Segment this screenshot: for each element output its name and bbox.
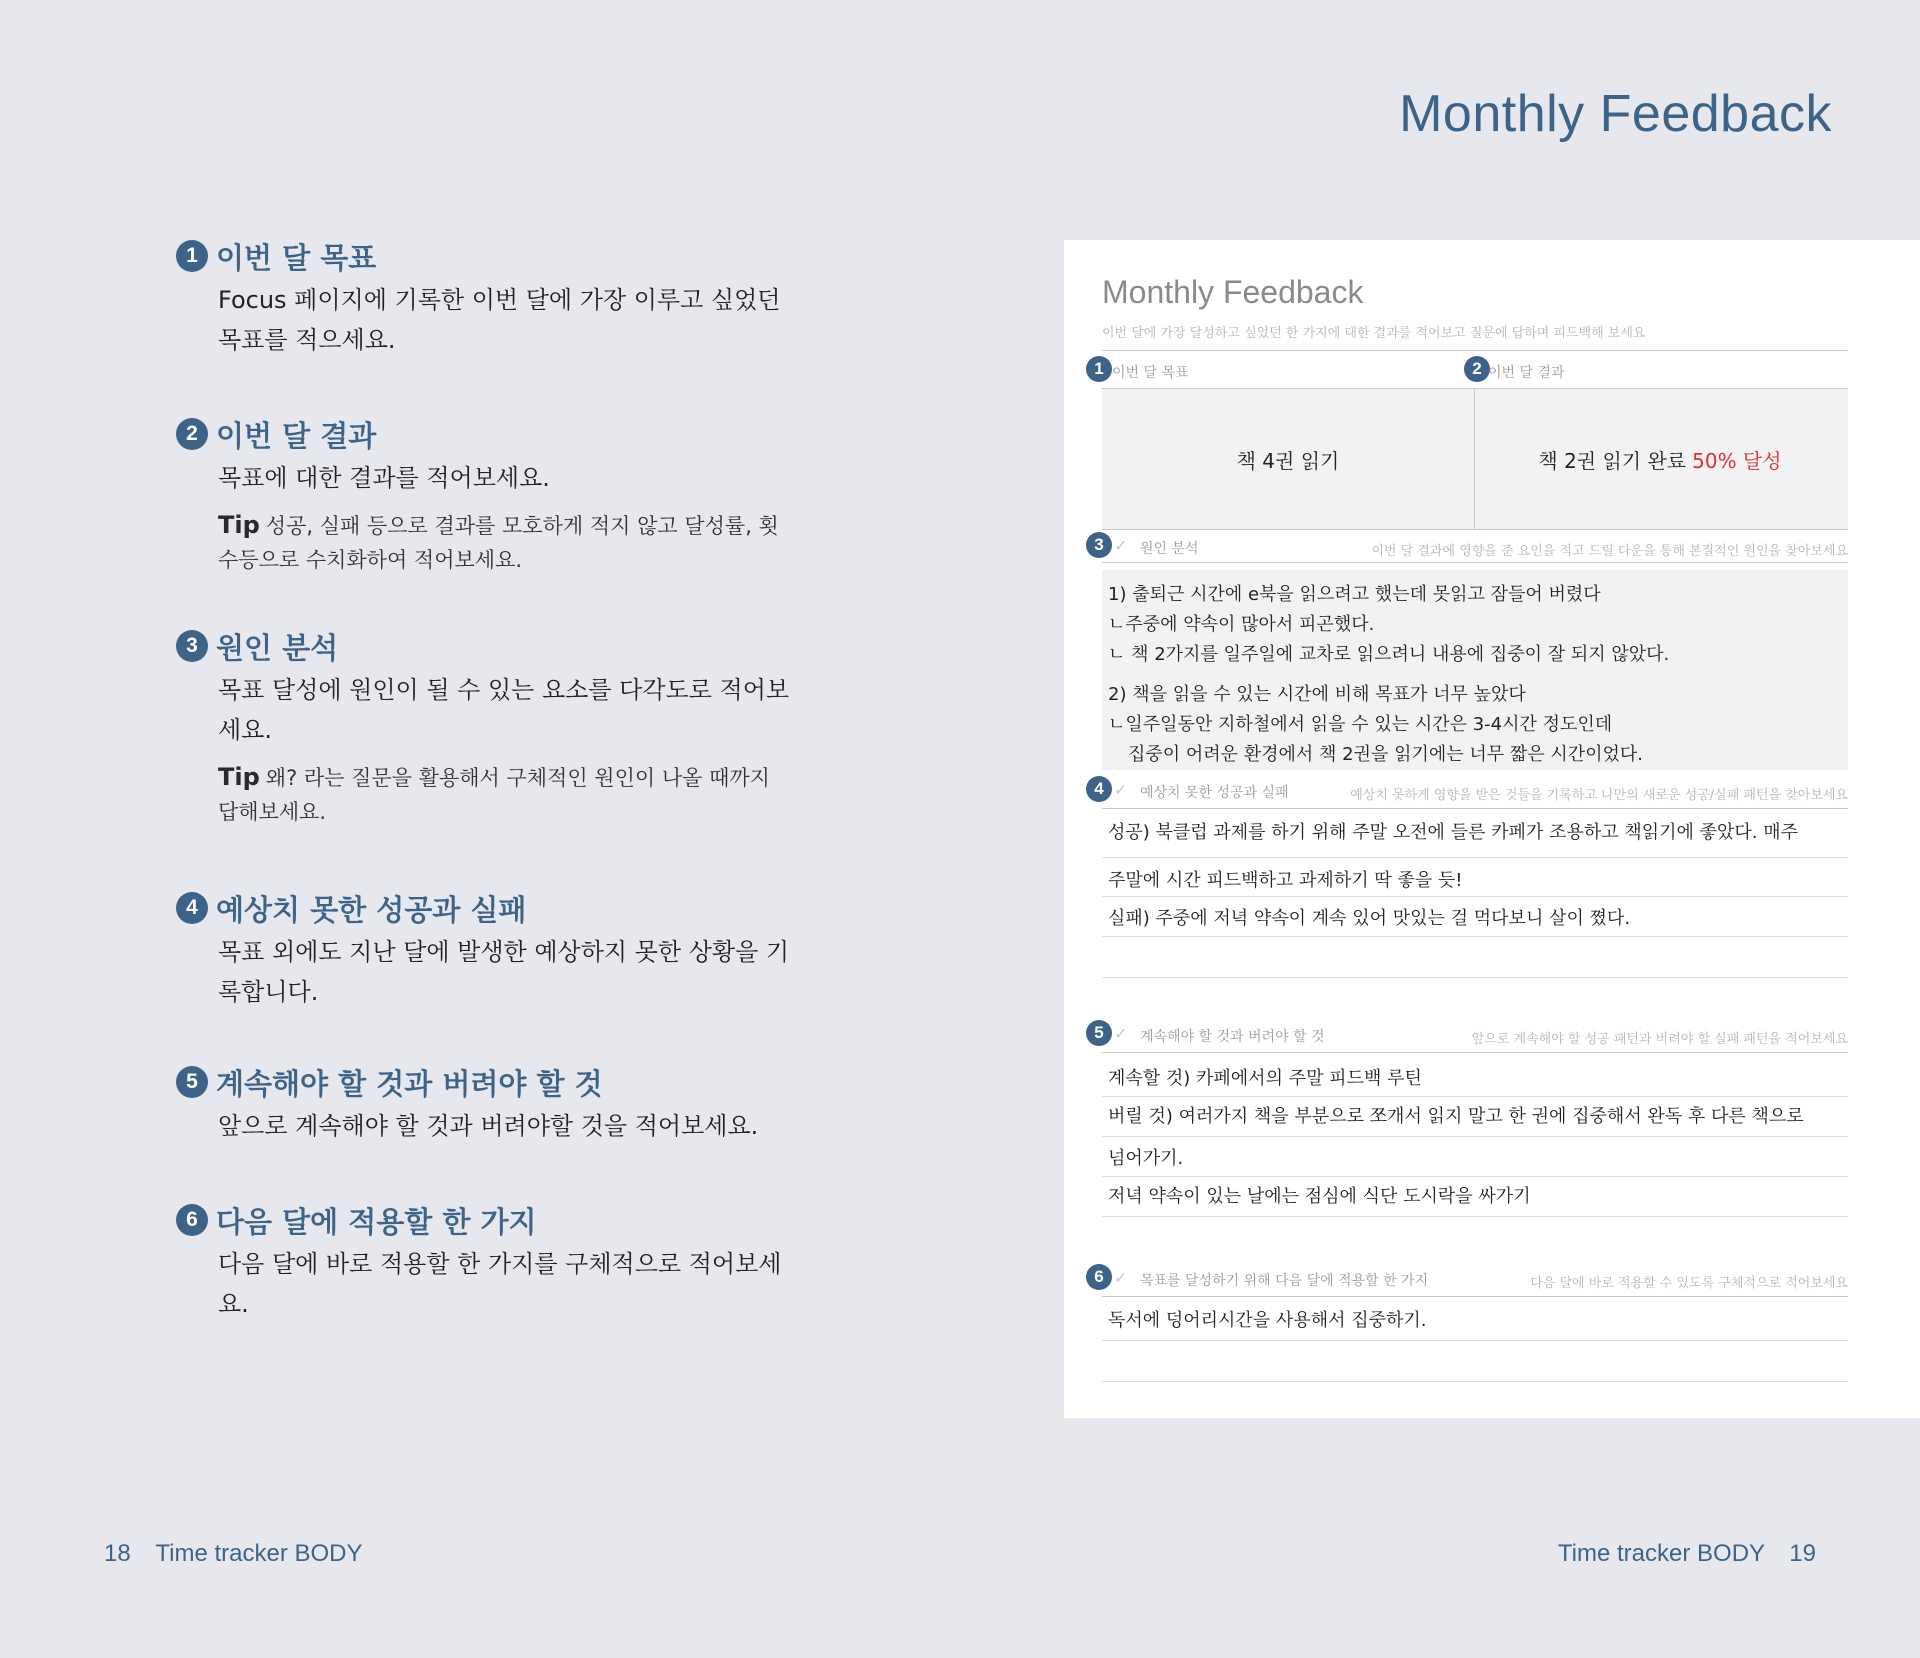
section-number: 6 bbox=[1086, 1264, 1112, 1290]
reason-line: ㄴ일주일동안 지하철에서 읽을 수 있는 시간은 3-4시간 정도인데 bbox=[1108, 714, 1613, 735]
page-number: 18 bbox=[104, 1540, 131, 1567]
guide-tip bbox=[218, 508, 796, 577]
guide-tip bbox=[218, 760, 796, 829]
next-hint: 다음 달에 바로 적용할 수 있도록 구체적으로 적어보세요 bbox=[1530, 1276, 1848, 1291]
section-number: 3 bbox=[1086, 532, 1112, 558]
tip-label: Tip bbox=[218, 511, 260, 539]
keep-line: 저녁 약속이 있는 날에는 점심에 식단 도시락을 싸가기 bbox=[1108, 1186, 1531, 1207]
guide-title: 이번 달 결과 bbox=[216, 418, 377, 453]
unexpected-line: 주말에 시간 피드백하고 과제하기 딱 좋을 듯! bbox=[1108, 870, 1463, 891]
reason-label: 원인 분석 bbox=[1140, 541, 1199, 557]
result-value-cell bbox=[1474, 389, 1846, 529]
footer-right bbox=[1558, 1540, 1816, 1568]
guide-title: 이번 달 목표 bbox=[216, 240, 377, 275]
section-number: 5 bbox=[1086, 1020, 1112, 1046]
section-number: 2 bbox=[1464, 356, 1490, 382]
guide-item-reason bbox=[176, 626, 796, 829]
section-number: 4 bbox=[1086, 776, 1112, 802]
unexpected-line: 실패) 주중에 저녁 약속이 계속 있어 맛있는 걸 먹다보니 살이 쪘다. bbox=[1108, 908, 1631, 929]
unexpected-label: 예상치 못한 성공과 실패 bbox=[1140, 785, 1289, 801]
guide-item-next bbox=[176, 1200, 796, 1324]
step-number: 1 bbox=[176, 240, 208, 272]
result-label: 이번 달 결과 bbox=[1488, 365, 1565, 381]
page-number: 19 bbox=[1789, 1540, 1816, 1567]
reason-line: ㄴ 책 2가지를 일주일에 교차로 읽으려니 내용에 집중이 잘 되지 않았다. bbox=[1108, 644, 1670, 665]
check-icon: ✓ bbox=[1114, 780, 1128, 799]
unexpected-line: 성공) 북클럽 과제를 하기 위해 주말 오전에 들른 카페가 조용하고 책읽기에 좋았다. 매주 bbox=[1108, 822, 1798, 843]
step-number: 3 bbox=[176, 630, 208, 662]
result-value: 책 2권 읽기 완료 bbox=[1538, 448, 1687, 473]
reason-hint: 이번 달 결과에 영향을 준 요인을 적고 드릴 다운을 통해 본질적인 원인을 찾아보세요 bbox=[1371, 544, 1848, 559]
reason-line: 2) 책을 읽을 수 있는 시간에 비해 목표가 너무 높았다 bbox=[1108, 684, 1526, 705]
guide-title: 계속해야 할 것과 버려야 할 것 bbox=[216, 1066, 603, 1101]
guide-desc: 목표 달성에 원인이 될 수 있는 요소를 다각도로 적어보세요. bbox=[218, 676, 790, 744]
sample-sheet bbox=[1064, 240, 1920, 1418]
tip-text: 성공, 실패 등으로 결과를 모호하게 적지 않고 달성률, 횟수등으로 수치화하여 적어보세요. bbox=[218, 514, 779, 572]
keep-label: 계속해야 할 것과 버려야 할 것 bbox=[1140, 1029, 1325, 1045]
guide-item-goal bbox=[176, 236, 796, 360]
guide-title: 다음 달에 적용할 한 가지 bbox=[216, 1204, 537, 1239]
keep-line: 넘어가기. bbox=[1108, 1148, 1184, 1169]
step-number: 2 bbox=[176, 418, 208, 450]
guide-item-unexpected bbox=[176, 888, 796, 1012]
sheet-subtitle: 이번 달에 가장 달성하고 싶었던 한 가지에 대한 결과를 적어보고 질문에 답하며 피드백해 보세요 bbox=[1102, 326, 1646, 341]
keep-hint: 앞으로 계속해야 할 성공 패턴과 버려야 할 실패 패턴을 적어보세요 bbox=[1471, 1032, 1848, 1047]
guide-desc: 목표에 대한 결과를 적어보세요. bbox=[218, 464, 550, 492]
guide-desc: 목표 외에도 지난 달에 발생한 예상하지 못한 상황을 기록합니다. bbox=[218, 938, 790, 1006]
guide-item-keep bbox=[176, 1062, 796, 1146]
reason-line: ㄴ주중에 약속이 많아서 피곤했다. bbox=[1108, 614, 1375, 635]
goal-value: 책 4권 읽기 bbox=[1236, 448, 1340, 473]
guide-desc: Focus 페이지에 기록한 이번 달에 가장 이루고 싶었던 목표를 적으세요. bbox=[218, 286, 781, 354]
check-icon: ✓ bbox=[1114, 1024, 1128, 1043]
section-number: 1 bbox=[1086, 356, 1112, 382]
sheet-title: Monthly Feedback bbox=[1102, 274, 1364, 310]
tip-label: Tip bbox=[218, 763, 260, 791]
guide-title: 예상치 못한 성공과 실패 bbox=[216, 892, 527, 927]
unexpected-hint: 예상치 못하게 영향을 받은 것들을 기록하고 나만의 새로운 성공/실패 패턴을 찾아보세요 bbox=[1350, 788, 1848, 803]
footer-left bbox=[104, 1540, 363, 1568]
footer-text: Time tracker BODY bbox=[1557, 1540, 1765, 1567]
keep-line: 버릴 것) 여러가지 책을 부분으로 쪼개서 읽지 말고 한 권에 집중해서 완독 후 다른 책으로 bbox=[1108, 1106, 1804, 1127]
check-icon: ✓ bbox=[1114, 1268, 1128, 1287]
page-title: Monthly Feedback bbox=[1399, 85, 1832, 143]
tip-text: 왜? 라는 질문을 활용해서 구체적인 원인이 나올 때까지 답해보세요. bbox=[218, 766, 770, 824]
goal-label: 이번 달 목표 bbox=[1112, 365, 1189, 381]
footer-text: Time tracker BODY bbox=[155, 1540, 363, 1567]
keep-line: 계속할 것) 카페에서의 주말 피드백 루틴 bbox=[1108, 1068, 1422, 1089]
step-number: 5 bbox=[176, 1066, 208, 1098]
guide-item-result bbox=[176, 414, 796, 577]
next-line: 독서에 덩어리시간을 사용해서 집중하기. bbox=[1108, 1310, 1427, 1331]
guide-desc: 다음 달에 바로 적용할 한 가지를 구체적으로 적어보세요. bbox=[218, 1250, 782, 1318]
goal-result-box bbox=[1102, 388, 1848, 530]
next-label: 목표를 달성하기 위해 다음 달에 적용할 한 가지 bbox=[1140, 1273, 1429, 1289]
reason-line: 1) 출퇴근 시간에 e북을 읽으려고 했는데 못읽고 잠들어 버렸다 bbox=[1108, 584, 1601, 605]
result-accent: 50% 달성 bbox=[1692, 448, 1782, 473]
guide-title: 원인 분석 bbox=[216, 630, 339, 665]
reason-box bbox=[1102, 570, 1848, 770]
check-icon: ✓ bbox=[1114, 536, 1128, 555]
guide-desc: 앞으로 계속해야 할 것과 버려야할 것을 적어보세요. bbox=[218, 1112, 759, 1140]
step-number: 6 bbox=[176, 1204, 208, 1236]
reason-line: 집중이 어려운 환경에서 책 2권을 읽기에는 너무 짧은 시간이었다. bbox=[1128, 744, 1644, 765]
step-number: 4 bbox=[176, 892, 208, 924]
